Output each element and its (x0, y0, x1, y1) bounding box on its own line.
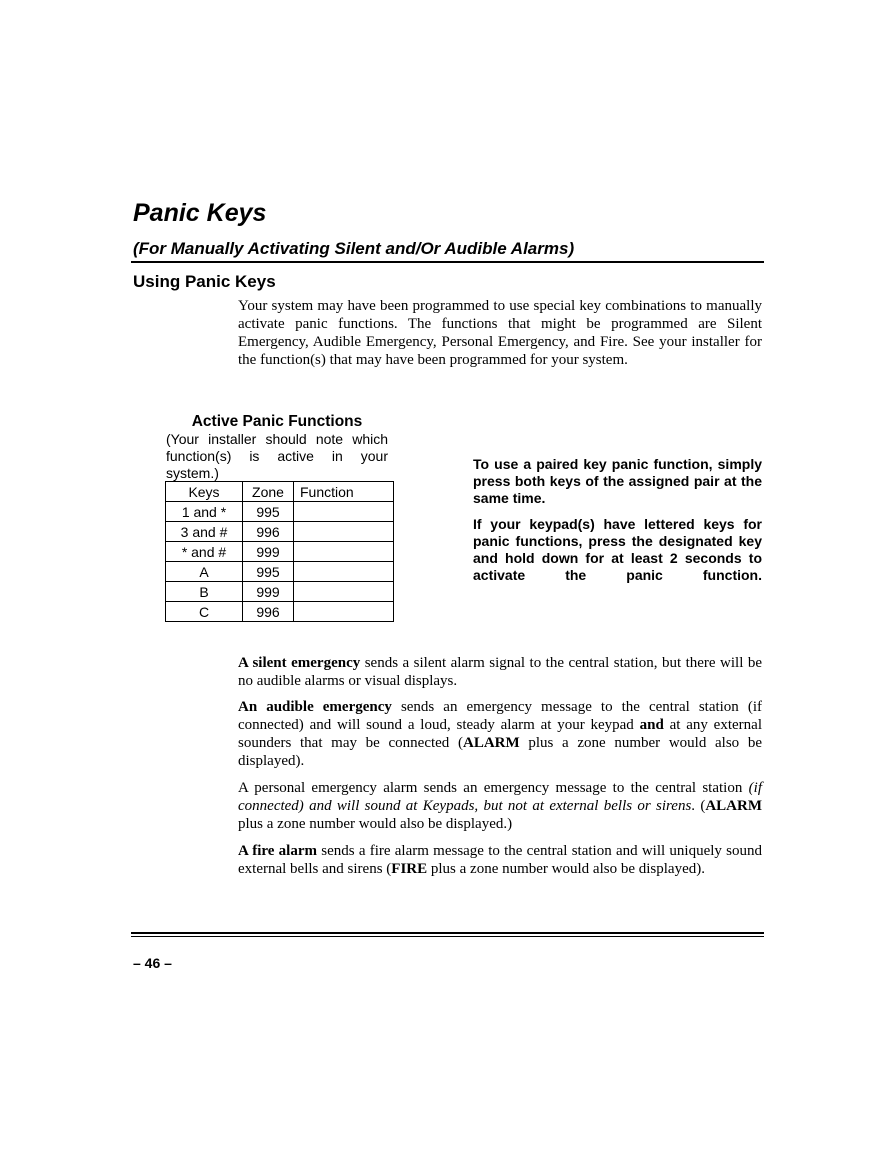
audible-emphasis-and: and (639, 717, 664, 733)
panic-functions-table (165, 481, 394, 622)
keys-cell: C (166, 602, 243, 622)
page-number: – 46 – (133, 955, 172, 971)
lettered-key-instruction: If your keypad(s) have lettered keys for panic functions, press the designated key and hold down for at least 2 seconds to activate the panic function. (473, 516, 762, 583)
personal-emergency-text-2: . ( (691, 798, 706, 814)
audible-emergency-term: An audible emergency (238, 699, 392, 715)
panel-title: Active Panic Functions (191, 413, 363, 430)
column-header-zone: Zone (243, 482, 294, 502)
zone-cell: 999 (243, 582, 294, 602)
keys-cell: * and # (166, 542, 243, 562)
keys-cell: 3 and # (166, 522, 243, 542)
zone-cell: 995 (243, 502, 294, 522)
audible-emergency-text-3: plus a zone number would also be displayed). (238, 735, 762, 769)
fire-alarm-text-2: plus a zone number would also be displayed). (427, 861, 705, 877)
fire-alarm-term: A fire alarm (238, 843, 318, 859)
table-row (166, 522, 394, 542)
alarm-display-word: ALARM (705, 798, 763, 814)
table-row (166, 582, 394, 602)
table-header-row (166, 482, 394, 502)
column-header-function: Function (294, 482, 394, 502)
function-cell (294, 562, 394, 582)
personal-emergency-text-3: plus a zone number would also be displayed.) (238, 816, 513, 832)
silent-emergency-term: A silent emergency (238, 655, 361, 671)
function-cell (294, 602, 394, 622)
audible-emergency-text: sends an emergency message to the central station (if connected) and will sound a loud, steady alarm at your keypad (238, 699, 763, 733)
intro-paragraph: Your system may have been programmed to use special key combinations to manually activate panic functions. The functions that might be programmed are Silent Emergency, Audible Emergency, Personal Emergency, and Fire. See your installer for the function(s) that may have been programmed for your system. (238, 298, 762, 368)
function-cell (294, 502, 394, 522)
alarm-descriptions (238, 654, 762, 886)
column-header-keys: Keys (166, 482, 243, 502)
zone-cell: 999 (243, 542, 294, 562)
table-row (166, 602, 394, 622)
fire-display-word: FIRE (391, 861, 428, 877)
table-row (166, 542, 394, 562)
function-cell (294, 582, 394, 602)
title-divider (131, 261, 764, 263)
panel-note: (Your installer should note which function(s) is active in your system.) (166, 431, 388, 481)
personal-emergency-italic: (if connected) and will sound at Keypads, but not at external bells or sirens (238, 780, 762, 814)
fire-alarm-paragraph (238, 842, 762, 878)
page-title: Panic Keys (133, 199, 267, 227)
zone-cell: 995 (243, 562, 294, 582)
paired-key-instruction: To use a paired key panic function, simply press both keys of the assigned pair at the same time. (473, 456, 762, 506)
table-row (166, 562, 394, 582)
page-subtitle: (For Manually Activating Silent and/Or Audible Alarms) (133, 239, 575, 258)
footer-divider (131, 932, 764, 934)
table-row (166, 502, 394, 522)
silent-emergency-text: sends a silent alarm signal to the central station, but there will be no audible alarms or visual displays. (238, 655, 762, 689)
alarm-display-word: ALARM (462, 735, 520, 751)
silent-emergency-paragraph (238, 654, 762, 690)
audible-emergency-text-2: at any external sounders that may be connected ( (238, 717, 762, 751)
keys-cell: B (166, 582, 243, 602)
footer-divider-thin (131, 936, 764, 937)
function-cell (294, 522, 394, 542)
audible-emergency-paragraph (238, 698, 762, 770)
instructions-block (473, 456, 762, 593)
zone-cell: 996 (243, 602, 294, 622)
personal-emergency-text: A personal emergency alarm sends an emergency message to the central station (238, 780, 749, 796)
fire-alarm-text: sends a fire alarm message to the central station and will uniquely sound external bells and sirens ( (238, 843, 762, 877)
zone-cell: 996 (243, 522, 294, 542)
keys-cell: 1 and * (166, 502, 243, 522)
personal-emergency-paragraph (238, 779, 762, 833)
function-cell (294, 542, 394, 562)
keys-cell: A (166, 562, 243, 582)
section-heading: Using Panic Keys (133, 272, 276, 291)
